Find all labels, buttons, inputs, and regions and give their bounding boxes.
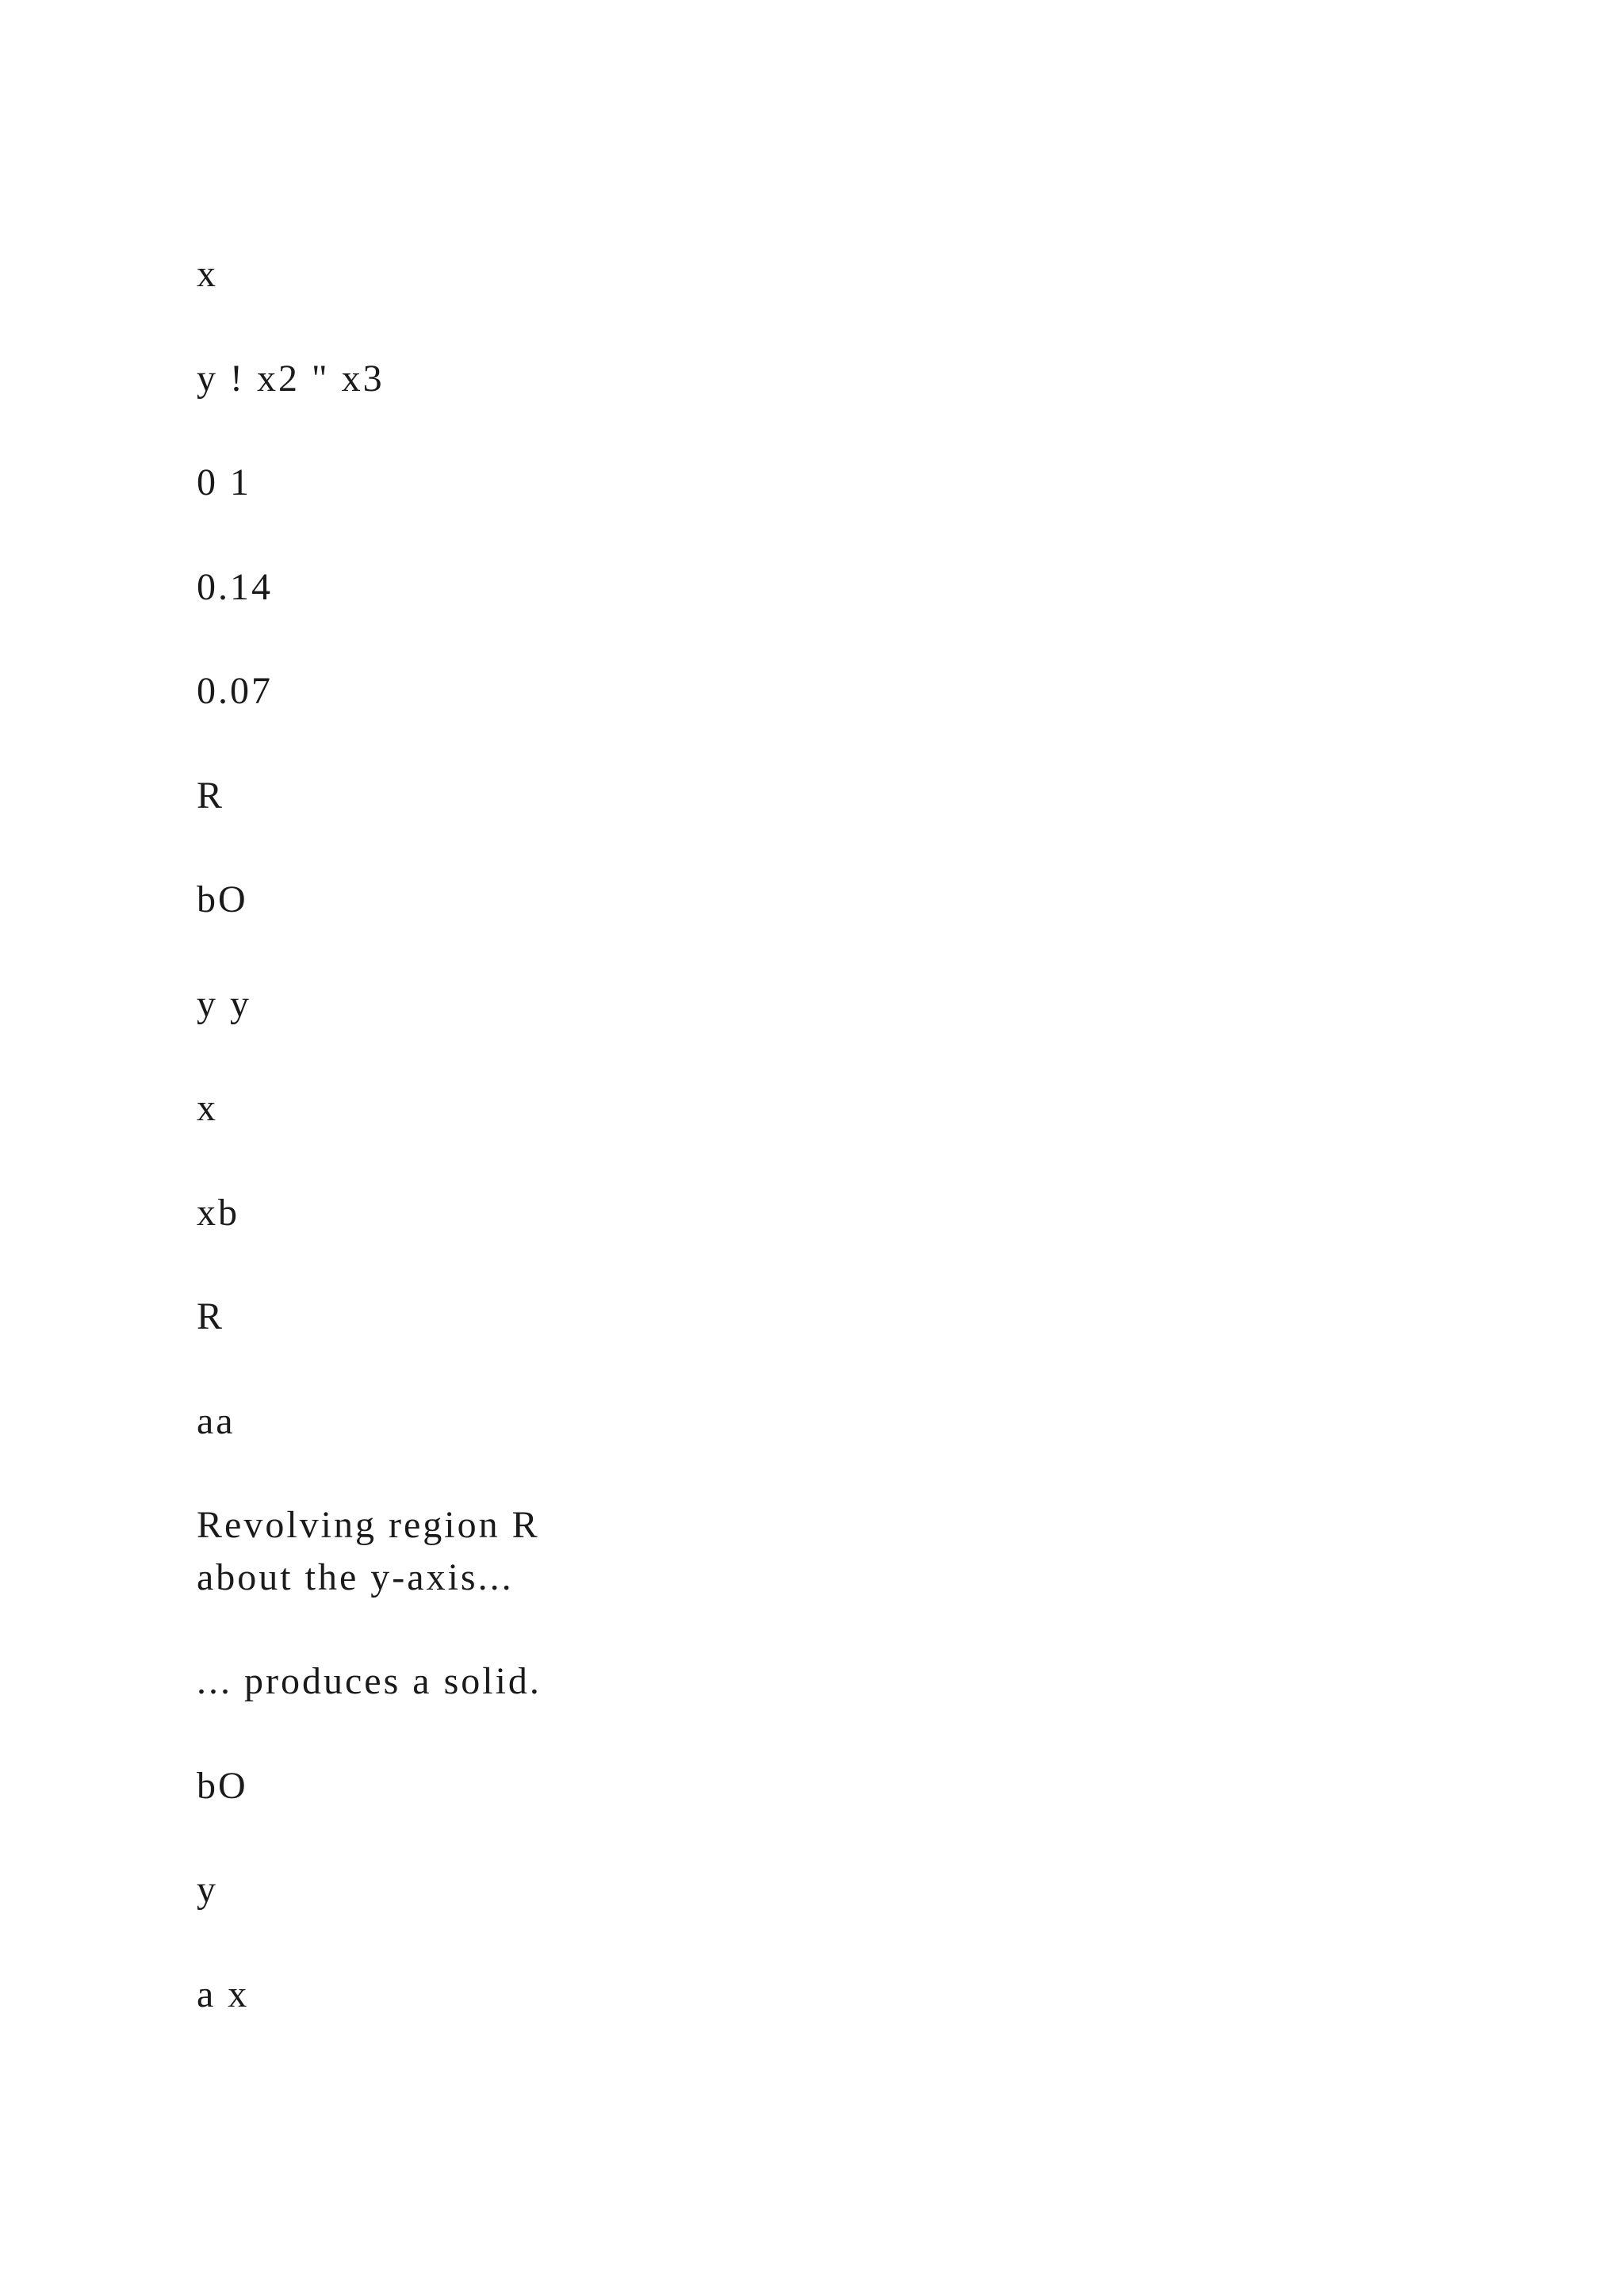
text-line: ... produces a solid. (197, 1660, 542, 1702)
text-line: 0 1 (197, 461, 251, 503)
text-line: a x (197, 1973, 250, 2015)
text-line: x (197, 253, 218, 295)
text-line: 0.07 (197, 670, 273, 712)
text-line: xb (197, 1192, 239, 1234)
text-line: 0.14 (197, 566, 273, 608)
text-line: R (197, 775, 225, 817)
text-line: R (197, 1295, 225, 1337)
text-line: y y (197, 983, 251, 1025)
text-line: y ! x2 " x3 (197, 358, 385, 400)
text-line: aa (197, 1400, 236, 1442)
text-line: Revolving region R (197, 1504, 540, 1546)
text-line: bO (197, 878, 248, 920)
text-line: about the y-axis... (197, 1556, 514, 1598)
text-line: bO (197, 1765, 248, 1807)
text-line: y (197, 1869, 218, 1911)
text-line: x (197, 1087, 218, 1129)
